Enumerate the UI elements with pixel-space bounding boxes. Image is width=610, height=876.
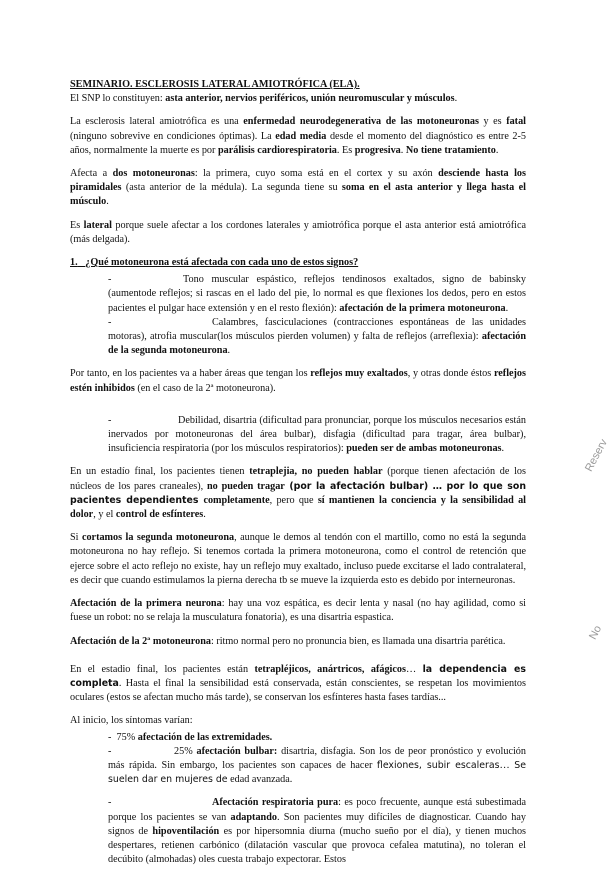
bold-text: afectación de la segunda motoneurona xyxy=(108,331,526,357)
paragraph-snp xyxy=(70,92,526,106)
paragraph-final-stage-2 xyxy=(70,663,526,706)
paragraph-lateral xyxy=(70,219,526,247)
text: 75% xyxy=(116,731,138,743)
text: . xyxy=(495,144,499,156)
bold-text: afectación de la primera motoneurona xyxy=(339,302,506,314)
bold-text: parálisis cardiorespiratoria xyxy=(217,144,337,156)
paragraph-definition xyxy=(70,115,526,158)
bullet-dash: - xyxy=(108,731,112,743)
text: . xyxy=(106,196,109,208)
bullet-dash: - xyxy=(108,745,112,757)
bold-text: Afectación respiratoria pura xyxy=(212,797,339,809)
handwritten-text: la dependencia es completa xyxy=(70,663,527,689)
text: disartria, disfagia. Son los de peor pronóstico y evolución más rápida. Sin embargo, los pacientes son capaces de hacer xyxy=(108,745,526,771)
text: . xyxy=(227,345,231,357)
text: : es poco frecuente, aunque está subestimada porque los pacientes se van xyxy=(108,797,526,823)
text: . Es xyxy=(336,144,355,156)
handwritten-text: Se suelen dar en mujeres de xyxy=(108,759,527,786)
bold-text: reflejos muy exaltados xyxy=(310,368,408,380)
text: Calambres, fasciculaciones (contracciones espontáneas de las unidades motoras), atrofia muscular(los músculos pierden volumen) y falta de reflejos (arreflexia): xyxy=(108,316,526,343)
text: (ninguno sobrevive en condiciones óptimas). La xyxy=(70,130,276,142)
text: porque suele afectar a los cordones laterales y amiotrófica porque el asta anterior está amiotrófica (más delgada). xyxy=(70,219,526,245)
bold-text: fatal xyxy=(506,116,526,128)
text: (asta anterior de la médula). La segunda tiene su xyxy=(121,182,342,194)
bold-text: tetrapléjicos, anártricos, afágicos xyxy=(254,663,406,675)
text: En el estadio final, los pacientes están xyxy=(70,663,255,675)
bullet-extremities xyxy=(108,731,526,745)
text: : hay una voz espática, es decir lenta y nasal (no hay agilidad, como si fuese un robot: no se relaja la musculatura fonatoria), es una disartria espastica. xyxy=(70,598,526,624)
text: Afecta a xyxy=(70,168,113,180)
bold-text: afectación de las extremidades. xyxy=(137,731,273,743)
text: . xyxy=(505,302,509,314)
text: es por hipersomnia diurna (mucho sueño por el día), y tienen muchos despertares, retienen carbónico (dilatación vascular que provoca cefalea matutina), no toleran el decúbito (almohadas) oles cuesta trabajo expectorar. Estos xyxy=(108,825,526,866)
question-text: ¿Qué motoneurona está afectada con cada uno de estos signos? xyxy=(85,257,359,269)
text: . xyxy=(454,93,458,105)
text: Es xyxy=(70,219,84,231)
text: (porque tienen afectación de los núcleos de los pares craneales), xyxy=(70,466,526,492)
bold-text: pueden ser de ambas motoneuronas xyxy=(346,443,502,455)
text: . Son pacientes muy difíciles de diagnosticar. Cuando hay signos de xyxy=(108,811,526,837)
text: : la primera, cuyo soma está en el cortex y su axón xyxy=(194,168,439,180)
text: … xyxy=(499,759,515,771)
bold-text: reflejos estén inhibidos xyxy=(70,368,526,394)
bold-text: cortamos la segunda motoneurona xyxy=(81,532,235,544)
bold-text: adaptando xyxy=(230,811,277,823)
bullet-dash: - xyxy=(108,274,112,286)
bold-text: soma en el asta anterior y llega hasta el músculo xyxy=(70,182,526,208)
bullet-both-motoneurons xyxy=(70,414,526,457)
bullet-dash: - xyxy=(108,414,112,426)
text: Si xyxy=(70,532,82,544)
text: Tono muscular espástico, reflejos tendinosos exaltados, signo de babinsky (aumentode reflejos; si rascas en el lado del pie, lo normal es que flexiones los dedos, pero en estos pacientes el pulgar hace extensión y en el resto flexión): xyxy=(108,274,526,314)
bold-text: control de esfínteres xyxy=(115,509,204,521)
text: En un estadío final, los pacientes tienen xyxy=(70,466,250,478)
bold-text: dos motoneuronas xyxy=(112,168,195,180)
text: . xyxy=(203,509,206,521)
document-page xyxy=(70,78,526,876)
bold-text: lateral xyxy=(83,219,112,231)
watermark-reserved: Reserv xyxy=(583,437,610,474)
text: (en el caso de la 2ª motoneurona). xyxy=(134,382,276,394)
bold-text: edad media xyxy=(275,130,327,142)
paragraph-reflexes xyxy=(70,367,526,395)
bold-text: no pueden tragar xyxy=(207,480,285,492)
paragraph-first-neuron-voice xyxy=(70,597,526,625)
watermark-no: No xyxy=(587,623,605,642)
question-number: 1. xyxy=(70,257,78,269)
text: Por tanto, en los pacientes va a haber áreas que tengan los xyxy=(70,368,311,380)
text: 25% xyxy=(174,745,197,757)
paragraph-cut-motoneuron xyxy=(70,531,526,588)
paragraph-motoneurons xyxy=(70,167,526,210)
handwritten-text: (por la afectación bulbar) … por lo que son pacientes dependientes xyxy=(70,480,526,506)
bold-text: desciende hasta los piramidales xyxy=(70,168,526,194)
text: . xyxy=(400,144,406,156)
bullet-dash: - xyxy=(108,797,112,809)
text: La esclerosis lateral amiotrófica es una xyxy=(70,116,244,128)
bold-text: completamente xyxy=(203,494,270,506)
paragraph-second-motoneuron-voice xyxy=(70,635,526,649)
text: , aunque le demos al tendón con el martillo, como no está la segunda motoneurona no hay reflejo. Si tenemos cortada la primera motoneurona, como el control de retención que ejerce sobre el acto reflejo no existe, hay un reflejo muy exaltado, incluso puede excitarse el lado contralateral, es decir que cuando estimulamos la pierna derecha tb se mueve la izquierda esto es debido por interneuronas. xyxy=(70,532,527,586)
bold-text: Afectación de la primera neurona xyxy=(70,598,222,610)
bold-text: progresiva xyxy=(354,144,401,156)
text: y es xyxy=(478,116,507,128)
bullet-respiratory xyxy=(70,796,526,867)
text: . Hasta el final la sensibilidad está conservada, están conscientes, se respetan los movimientos oculares (estos se afectan mucho más tarde), se conservan los esfínteres hasta fases tardías... xyxy=(70,677,526,704)
text: , y el xyxy=(93,509,116,521)
bold-text: tetraplejia, no pueden hablar xyxy=(249,466,383,478)
bold-text: Afectación de la 2ª motoneurona xyxy=(70,635,211,647)
bold-text: enfermedad neurodegenerativa de las motoneuronas xyxy=(243,116,479,128)
bullet-first-motoneuron xyxy=(70,273,526,316)
question-heading xyxy=(70,256,526,270)
bullet-bulbar xyxy=(70,745,526,788)
bullet-second-motoneuron xyxy=(70,316,526,359)
paragraph-final-stage xyxy=(70,465,526,522)
bold-text: afectación bulbar: xyxy=(196,745,278,757)
bold-text: hipoventilación xyxy=(152,825,220,837)
handwritten-text: flexiones, subir escaleras xyxy=(376,759,500,771)
text: : ritmo normal pero no pronuncia bien, es llamada una disartria parética. xyxy=(210,635,506,647)
text: , pero que xyxy=(269,494,318,506)
text: , y otras donde éstos xyxy=(407,368,494,380)
bold-text: No tiene tratamiento xyxy=(405,144,496,156)
text: El SNP lo constituyen: xyxy=(70,93,166,105)
document-title: SEMINARIO. ESCLEROSIS LATERAL AMIOTRÓFICA (ELA). xyxy=(70,79,360,90)
bullet-dash: - xyxy=(108,316,112,328)
paragraph-onset: Al inicio, los síntomas varían: xyxy=(70,715,193,727)
text: Debilidad, disartria (dificultad para pronunciar, porque los músculos necesarios están inervados por motoneuronas del área bulbar), disfagia (dificultad para tragar, área bulbar), insuficiencia respiratoria (por los músculos respiratorios): xyxy=(108,414,526,455)
text: desde el momento del diagnóstico es entre 2-5 años, normalmente la muerte es por xyxy=(70,130,527,156)
text: . xyxy=(501,443,505,455)
text: edad avanzada. xyxy=(227,774,293,786)
bold-text: sí mantienen la conciencia y la sensibilidad al dolor xyxy=(70,494,527,521)
text: … xyxy=(405,663,423,675)
bold-text: asta anterior, nervios periféricos, unión neuromuscular y músculos xyxy=(165,93,455,105)
